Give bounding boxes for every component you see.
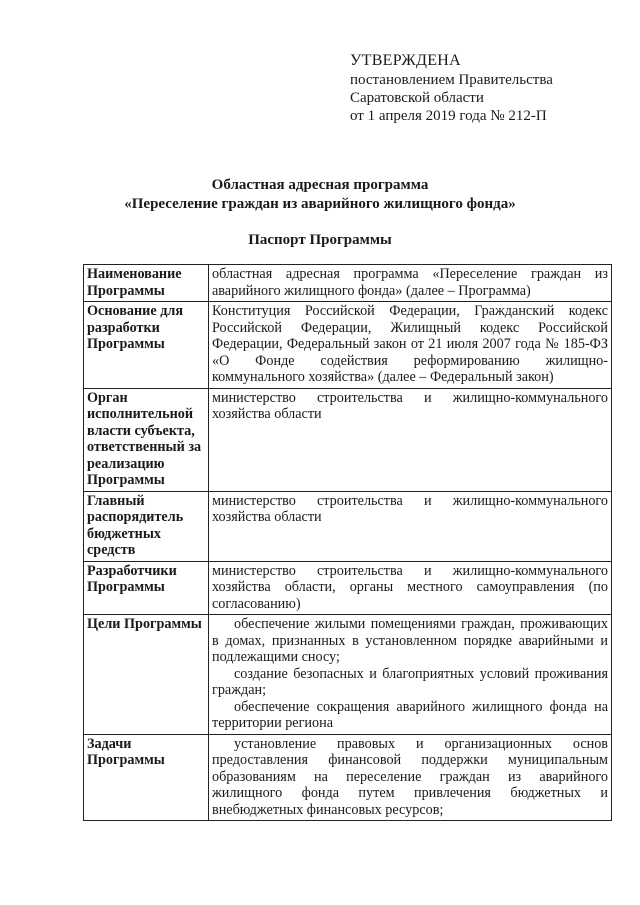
- passport-row-label: Задачи Программы: [84, 734, 209, 821]
- passport-value-paragraph: министерство строительства и жилищно-коммунального хозяйства области: [212, 492, 608, 525]
- passport-table-body: [84, 265, 612, 821]
- passport-row-value: [209, 388, 612, 491]
- passport-row-label: Разработчики Программы: [84, 561, 209, 615]
- passport-value-paragraph: установление правовых и организационных основ предоставления финансовой поддержки муниципальным образованиям на переселение граждан из аварийного жилищного фонда путем привлечения бюджетных и внебюджетных финансовых ресурсов;: [212, 735, 608, 818]
- passport-value-paragraph: областная адресная программа «Переселение граждан из аварийного жилищного фонда» (далее – Программа): [212, 266, 608, 299]
- passport-row: [84, 734, 612, 821]
- passport-row-value: [209, 615, 612, 735]
- approval-line: постановлением Правительства: [350, 72, 553, 88]
- passport-value-paragraph: обеспечение жилыми помещениями граждан, проживающих в домах, признанных в установленном порядке аварийными и подлежащими сносу;: [212, 616, 608, 665]
- passport-row: [84, 561, 612, 615]
- passport-row: [84, 265, 612, 302]
- passport-row-value: [209, 734, 612, 821]
- passport-row: [84, 615, 612, 735]
- approval-date: от 1 апреля 2019 года № 212-П: [350, 108, 547, 124]
- approval-stamp: [350, 52, 553, 125]
- program-name-line: «Переселение граждан из аварийного жилищного фонда»: [124, 196, 516, 212]
- passport-row-value: [209, 491, 612, 561]
- passport-value-paragraph: Конституция Российской Федерации, Гражданский кодекс Российской Федерации, Жилищный кодекс Российской Федерации, Федеральный закон от 21 июля 2007 года № 185-ФЗ «О Фонде содействия реформированию жилищно-коммунального хозяйства» (далее – Федеральный закон): [212, 303, 608, 385]
- passport-row-label: Главный распорядитель бюджетных средств: [84, 491, 209, 561]
- passport-row: [84, 388, 612, 491]
- passport-row-label: Орган исполнительной власти субъекта, ответственный за реализацию Программы: [84, 388, 209, 491]
- passport-row-label: Основание для разработки Программы: [84, 302, 209, 389]
- passport-value-paragraph: министерство строительства и жилищно-коммунального хозяйства области, органы местного самоуправления (по согласованию): [212, 562, 608, 612]
- passport-row: [84, 302, 612, 389]
- passport-row-label: Наименование Программы: [84, 265, 209, 302]
- passport-row: [84, 491, 612, 561]
- approval-line: Саратовской области: [350, 90, 484, 106]
- passport-title: Паспорт Программы: [248, 232, 392, 248]
- approval-title: УТВЕРЖДЕНА: [350, 52, 462, 69]
- passport-table: [83, 264, 612, 821]
- passport-row-value: [209, 302, 612, 389]
- passport-value-paragraph: создание безопасных и благоприятных условий проживания граждан;: [212, 665, 608, 698]
- program-title: [0, 176, 640, 214]
- passport-row-value: [209, 265, 612, 302]
- passport-row-label: Цели Программы: [84, 615, 209, 735]
- passport-value-paragraph: обеспечение сокращения аварийного жилищного фонда на территории региона: [212, 698, 608, 731]
- program-title-line: Областная адресная программа: [211, 177, 429, 193]
- passport-row-value: [209, 561, 612, 615]
- passport-value-paragraph: министерство строительства и жилищно-коммунального хозяйства области: [212, 389, 608, 422]
